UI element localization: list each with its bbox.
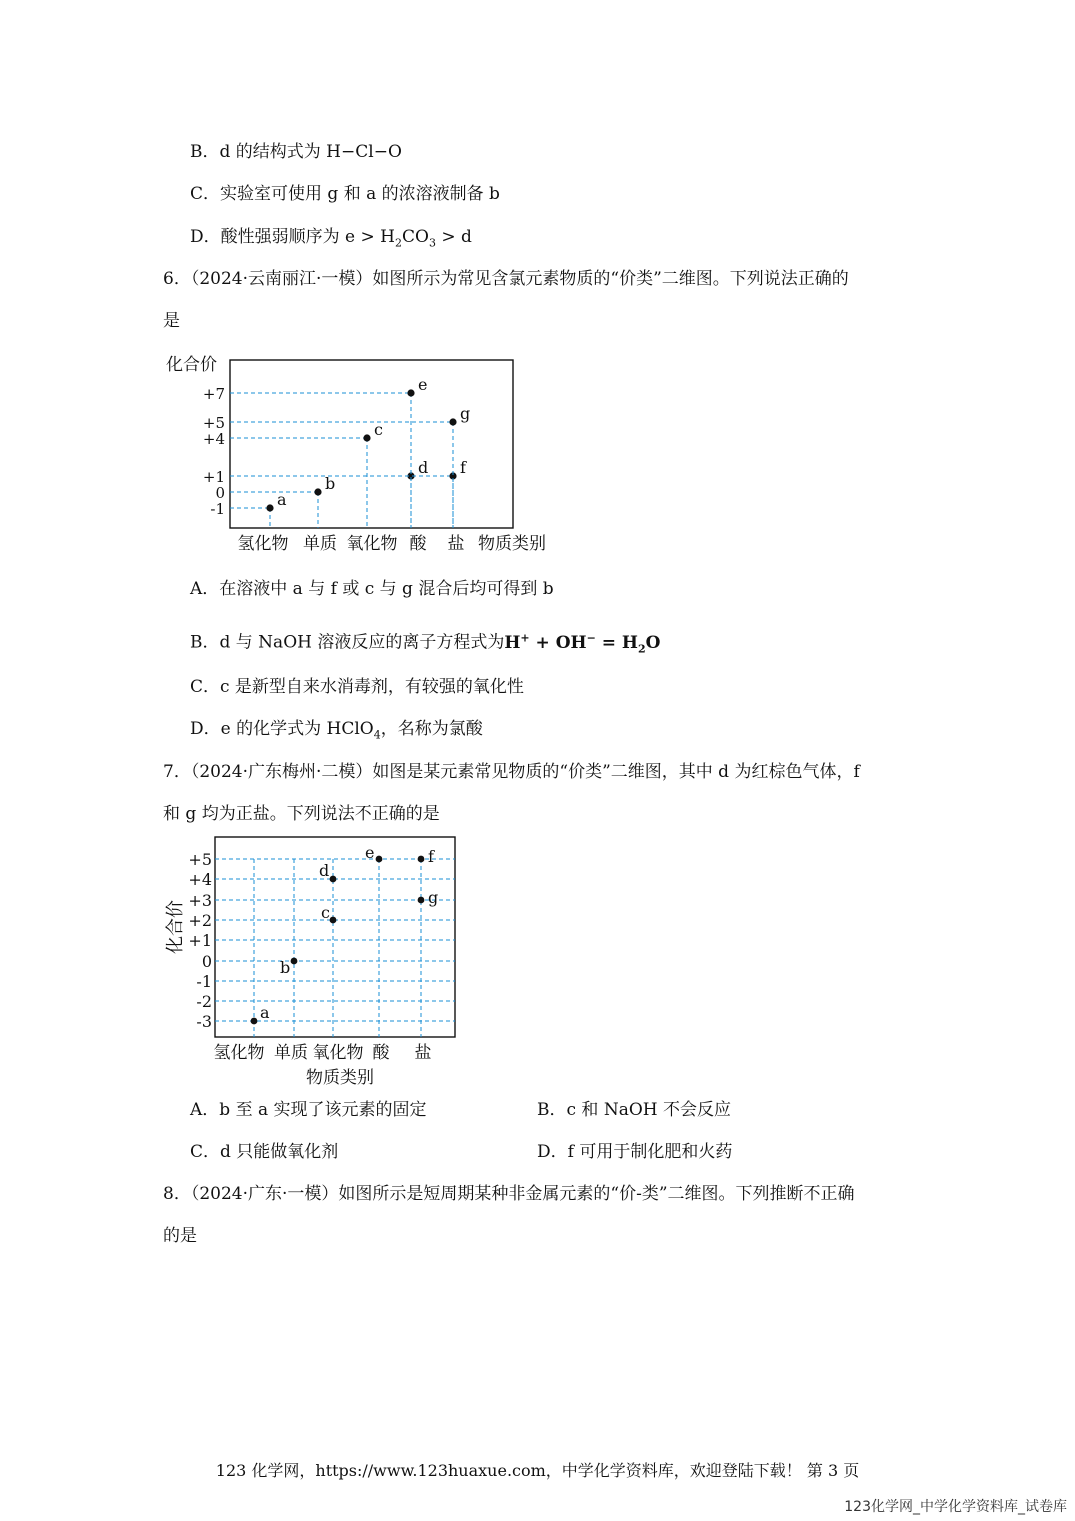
q7-option-a: A．b 至 a 实现了该元素的固定 [190, 1100, 427, 1120]
chart1-x-tick: 氢化物 [237, 534, 289, 554]
chart2-ylabel: 化合价 [165, 900, 186, 954]
chart-element-valence-class [155, 832, 475, 1094]
q6-stem-line2: 是 [163, 311, 180, 331]
chart1-y-tick: -1 [210, 500, 225, 518]
chart2-point-b [291, 958, 298, 965]
q7-option-c: C．d 只能做氧化剂 [190, 1142, 339, 1162]
chart2-x-tick: 盐 [414, 1043, 432, 1063]
chart2-point-f [418, 856, 425, 863]
chart2-y-tick: -2 [196, 992, 212, 1011]
chart1-point-label-g: g [460, 404, 471, 423]
chart1-y-tick: +1 [202, 468, 225, 486]
chart2-point-label-a: a [260, 1003, 270, 1022]
chart1-point-a [266, 504, 273, 511]
chart2-point-e [376, 856, 383, 863]
q6-option-d: D．e 的化学式为 HClO$_4$，名称为氯酸 [190, 719, 483, 742]
chart1-frame [230, 360, 513, 528]
chart1-point-e [407, 389, 414, 396]
chart2-point-label-b: b [280, 958, 291, 977]
q8-stem-line2: 的是 [163, 1226, 197, 1246]
q6-option-c: C．c 是新型自来水消毒剂，有较强的氧化性 [190, 677, 524, 697]
chart1-point-label-a: a [277, 490, 287, 509]
q5-option-c: C．实验室可使用 g 和 a 的浓溶液制备 b [190, 184, 500, 204]
q5-option-b: B．d 的结构式为 H−Cl−O [190, 142, 402, 162]
chart1-point-label-e: e [418, 375, 428, 394]
chart1-point-label-c: c [374, 420, 383, 439]
q7-option-d: D．f 可用于制化肥和火药 [537, 1142, 733, 1162]
chart2-point-g [418, 897, 425, 904]
chart2-y-tick: -3 [196, 1012, 212, 1031]
chart1-point-b [314, 488, 321, 495]
chart2-y-tick: +5 [188, 850, 212, 869]
chart2-point-label-d: d [319, 861, 330, 880]
chart2-x-tick: 氢化物 [213, 1043, 265, 1063]
chart2-point-c [330, 917, 337, 924]
chart1-x-tick: 盐 [447, 534, 465, 554]
q7-option-b: B．c 和 NaOH 不会反应 [537, 1100, 731, 1120]
chart2-y-tick: +1 [188, 931, 212, 950]
chart2-y-tick: +3 [188, 891, 212, 910]
q7-stem-line1: 7．（2024·广东梅州·二模）如图是某元素常见物质的“价类”二维图，其中 d 为红棕色气体，f [163, 762, 860, 782]
q6-stem-line1: 6．（2024·云南丽江·一模）如图所示为常见含氯元素物质的“价类”二维图。下列说法正确的 [163, 269, 849, 289]
chart1-point-g [449, 418, 456, 425]
chart2-x-tick: 单质 [274, 1043, 308, 1063]
chart2-y-tick: -1 [196, 972, 212, 991]
chart2-point-label-e: e [365, 843, 375, 862]
chart2-xlabel: 物质类别 [306, 1068, 374, 1088]
chart2-point-label-c: c [321, 903, 330, 922]
watermark: 123化学网_中学化学资料库_试卷库 [844, 1499, 1067, 1515]
chart1-ylabel: 化合价 [166, 355, 217, 375]
page-footer: 123 化学网，https://www.123huaxue.com，中学化学资料库，欢迎登陆下载！ 第 3 页 [215, 1461, 860, 1480]
chart1-point-label-b: b [325, 474, 336, 493]
chart2-svg [155, 832, 475, 1094]
chart2-y-tick: 0 [201, 952, 212, 971]
chart1-point-label-f: f [460, 458, 466, 477]
chart1-y-tick: +5 [202, 414, 225, 432]
chart1-x-tick: 酸 [409, 534, 427, 554]
chart2-point-label-g: g [428, 888, 439, 907]
chart1-y-tick: 0 [215, 484, 225, 502]
chart2-frame [215, 837, 455, 1037]
chart1-y-tick: +4 [202, 430, 225, 448]
q7-stem-line2: 和 g 均为正盐。下列说法不正确的是 [163, 804, 440, 824]
chart2-point-label-f: f [428, 847, 434, 866]
q8-stem-line1: 8．（2024·广东·一模）如图所示是短周期某种非金属元素的“价-类”二维图。下列推断不正确 [163, 1184, 855, 1204]
q5-option-d: D．酸性强弱顺序为 $e > H_2CO_3 > d$ [190, 227, 472, 250]
chart2-x-tick: 氧化物 [312, 1043, 364, 1063]
chart1-x-tick: 氧化物 [346, 534, 398, 554]
chart-chlorine-valence-class [150, 350, 570, 565]
chart2-y-tick: +4 [188, 870, 212, 889]
chart2-point-d [330, 876, 337, 883]
chart2-y-tick: +2 [188, 911, 212, 930]
chart1-y-tick: +7 [202, 385, 225, 403]
chart2-x-tick: 酸 [372, 1043, 390, 1063]
chart1-svg [150, 350, 570, 565]
chart1-x-tick: 单质 [303, 534, 337, 554]
chart1-xlabel: 物质类别 [478, 534, 546, 554]
chart2-point-a [251, 1018, 258, 1025]
chart1-point-c [363, 434, 370, 441]
chart1-point-label-d: d [418, 458, 429, 477]
q6-option-b: B．d 与 NaOH 溶液反应的离子方程式为$H^+ + OH^- = H_2O$ [190, 631, 661, 656]
q6-option-a: A．在溶液中 a 与 f 或 c 与 g 混合后均可得到 b [190, 579, 554, 599]
